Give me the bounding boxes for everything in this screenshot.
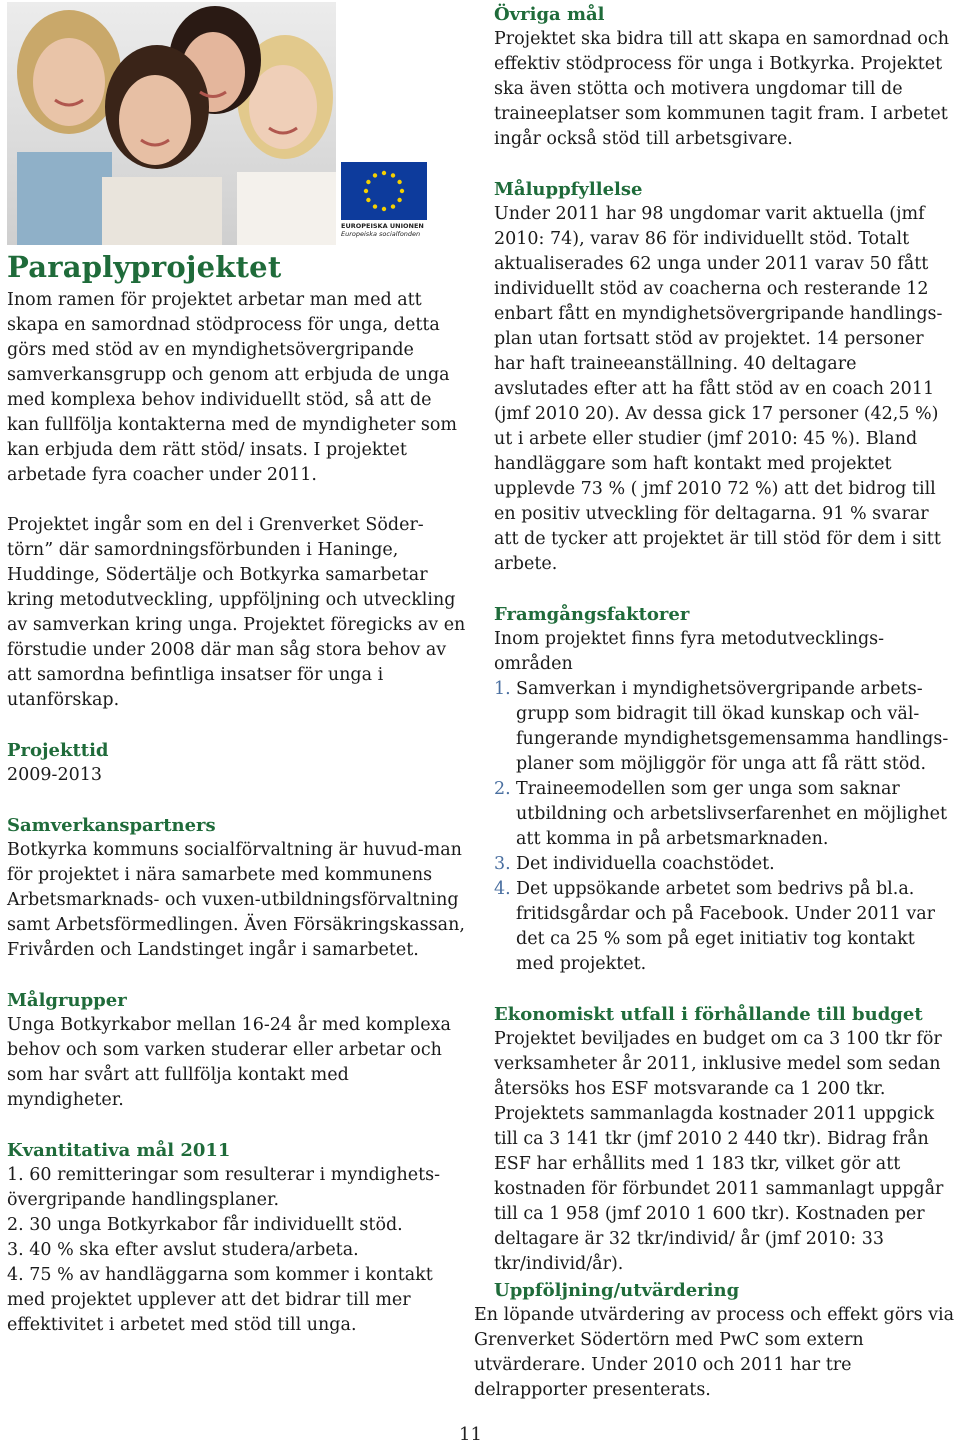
list-item bbox=[494, 777, 956, 852]
projekttid-value: 2009-2013 bbox=[7, 765, 102, 785]
projekttid-section bbox=[7, 738, 469, 788]
ovriga-text: Projektet ska bidra till att skapa en samordnad och effektiv stödprocess för unga i Botkyrka. Projektet ska även stötta och motivera ungdomar till de traineeplatser som kommunen tagit fram. I arbetet ingår också stöd till arbetsgivare. bbox=[494, 29, 950, 149]
eu-logo-line2: Europeiska socialfonden bbox=[341, 230, 421, 238]
list-item bbox=[494, 677, 956, 777]
list-number: 2. bbox=[494, 779, 511, 799]
samverkan-text: Botkyrka kommuns socialförvaltning är huvud-man för projektet i nära samarbete med kommunens Arbetsmarknads- och vuxen-utbildningsförvaltning samt Arbetsförmedlingen. Även Försäkringskassan, Frivården och Landstinget ingår i samarbetet. bbox=[7, 840, 465, 960]
list-number: 4. bbox=[494, 879, 511, 899]
projekttid-heading: Projekttid bbox=[7, 740, 109, 761]
samverkan-heading: Samverkanspartners bbox=[7, 815, 216, 836]
maluppfyllelse-heading: Måluppfyllelse bbox=[494, 179, 643, 200]
malgrupper-text: Unga Botkyrkabor mellan 16-24 år med komplexa behov och som varken studerar eller arbetar och som har svårt att fullfölja kontakt med myndigheter. bbox=[7, 1015, 451, 1110]
grenverket-paragraph: Projektet ingår som en del i Grenverket Söder-törn” där samordningsförbunden i Haninge, Huddinge, Södertälje och Botkyrka samarbetar kring metodutveckling, uppföljning och utveckling av samverkan kring unga. Projektet föregicks av en förstudie under 2008 där man såg stora behov av att samordna befintliga insatser för unga i utanförskap. bbox=[7, 515, 466, 710]
left-column bbox=[7, 250, 469, 1338]
kvant-item: 2. 30 unga Botkyrkabor får individuellt stöd. bbox=[7, 1215, 403, 1235]
kvant-item: 4. 75 % av handläggarna som kommer i kontakt med projektet upplever att det bidrar till mer effektivitet i arbetet med stöd till unga. bbox=[7, 1265, 433, 1335]
list-item-text: Samverkan i myndighetsövergripande arbets-grupp som bidragit till ökad kunskap och väl-fungerande myndighetsgemensamma handlings-planer som möjliggör för unga att få rätt stöd. bbox=[516, 679, 949, 774]
list-item bbox=[494, 877, 956, 977]
maluppfyllelse-text: Under 2011 har 98 ungdomar varit aktuella (jmf 2010: 74), varav 86 för individuellt stöd. Totalt aktualiserades 62 unga under 2011 varav 50 fått individuellt stöd av coacherna och resterande 12 enbart fått en myndighetsövergripande handlings-plan utan fortsatt stöd av projektet. 14 personer har haft traineeanställning. 40 deltagare avslutades efter att ha fått stöd av en coach 2011 (jmf 2010 20). Av dessa gick 17 personer (42,5 %) ut i arbete eller studier (jmf 2010: 45 %). Bland handläggare som haft kontakt med projektet upplevde 73 % ( jmf 2010 72 %) att det bidrog till en positiv utveckling för deltagarna. 91 % svarar att de tycker att projektet är till stöd för dem i sitt arbete. bbox=[494, 204, 943, 574]
ekonomi-heading: Ekonomiskt utfall i förhållande till budget bbox=[494, 1004, 923, 1025]
followup-heading: Uppföljning/utvärdering bbox=[494, 1280, 740, 1301]
ekonomi-text: Projektet beviljades en budget om ca 3 100 tkr för verksamheter år 2011, inklusive medel som sedan återsöks hos ESF motsvarande ca 1 200 tkr. Projektets sammanlagda kostnader 2011 uppgick till ca 3 141 tkr (jmf 2010 2 440 tkr). Bidrag från ESF har erhållits med 1 183 tkr, vilket gör att kostnaden för förbundet 2011 sammanlagt uppgår till ca 1 958 (jmf 2010 1 600 tkr). Kostnaden per deltagare är 32 tkr/individ/ år (jmf 2010: 33 tkr/individ/år). bbox=[494, 1029, 944, 1274]
kvant-item: 3. 40 % ska efter avslut studera/arbeta. bbox=[7, 1240, 359, 1260]
kvant-section bbox=[7, 1138, 469, 1338]
kvant-item: 1. 60 remitteringar som resulterar i myndighets-övergripande handlingsplaner. bbox=[7, 1165, 441, 1210]
list-item-text: Traineemodellen som ger unga som saknar utbildning och arbetslivserfarenhet en möjlighet att komma in på arbetsmarknaden. bbox=[516, 779, 948, 849]
framgang-section bbox=[494, 602, 956, 977]
eu-logo-line1: EUROPEISKA UNIONEN bbox=[341, 222, 424, 230]
ekonomi-section bbox=[494, 1002, 956, 1277]
list-item-text: Det uppsökande arbetet som bedrivs på bl.a. fritidsgårdar och på Facebook. Under 2011 var det ca 25 % som på eget initiativ tog kontakt med projektet. bbox=[516, 879, 936, 974]
list-number: 3. bbox=[494, 854, 511, 874]
framgang-intro: Inom projektet finns fyra metodutvecklings-områden bbox=[494, 629, 885, 674]
list-number: 1. bbox=[494, 679, 511, 699]
list-item bbox=[494, 852, 956, 877]
right-column bbox=[494, 2, 956, 1277]
samverkan-section bbox=[7, 813, 469, 963]
team-photo bbox=[7, 2, 336, 245]
kvant-heading: Kvantitativa mål 2011 bbox=[7, 1140, 231, 1161]
intro-paragraph: Inom ramen för projektet arbetar man med att skapa en samordnad stödprocess för unga, detta görs med stöd av en myndighetsövergripande samverkansgrupp och genom att erbjuda de unga med komplexa behov individuellt stöd, så att de kan fullfölja kontakterna med de myndigheter som kan erbjuda dem rätt stöd/ insats. I projektet arbetade fyra coacher under 2011. bbox=[7, 290, 457, 485]
ovriga-section bbox=[494, 2, 956, 152]
ovriga-heading: Övriga mål bbox=[494, 4, 605, 25]
eu-flag-icon bbox=[341, 162, 427, 220]
framgang-list bbox=[494, 677, 956, 977]
malgrupper-heading: Målgrupper bbox=[7, 990, 127, 1011]
eu-logo bbox=[341, 162, 427, 240]
page-number: 11 bbox=[459, 1424, 482, 1445]
followup-text: En löpande utvärdering av process och effekt görs via Grenverket Södertörn med PwC som extern utvärderare. Under 2010 och 2011 har tre delrapporter presenterats. bbox=[474, 1305, 955, 1400]
page-title: Paraplyprojektet bbox=[7, 250, 282, 284]
list-item-text: Det individuella coachstödet. bbox=[516, 854, 775, 874]
malgrupper-section bbox=[7, 988, 469, 1113]
maluppfyllelse-section bbox=[494, 177, 956, 577]
team-photo-illustration bbox=[7, 2, 336, 245]
followup-section bbox=[474, 1278, 956, 1403]
framgang-heading: Framgångsfaktorer bbox=[494, 604, 690, 625]
